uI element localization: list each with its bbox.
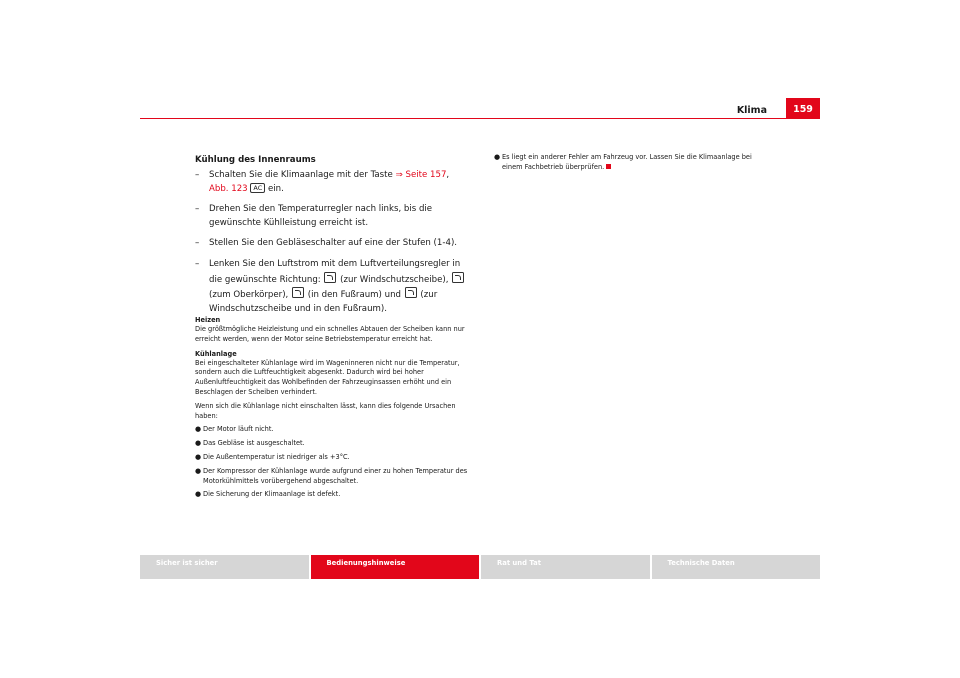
bullet-icon: ●: [195, 490, 202, 499]
list-item-text: Der Motor läuft nicht.: [203, 425, 274, 434]
step-text: Schalten Sie die Klimaanlage mit der Taste: [209, 170, 396, 180]
footer-nav: [140, 555, 820, 579]
step-text: ein.: [265, 183, 284, 194]
list-item: [195, 425, 475, 435]
cooling-system-heading: Kühlanlage: [195, 349, 237, 358]
cooling-system-causes-intro: Wenn sich die Kühlanlage nicht einschalten lässt, kann dies folgende Ursachen haben:: [195, 401, 456, 420]
windscreen-footwell-airflow-icon: [405, 287, 417, 298]
list-item: [195, 439, 475, 449]
list-item: [494, 153, 774, 173]
cooling-heading: Kühlung des Innenraums: [195, 155, 316, 165]
heating-heading: Heizen: [195, 316, 221, 324]
notes-section: [195, 315, 475, 504]
dash-bullet: –: [195, 238, 200, 249]
dash-bullet: –: [195, 258, 200, 269]
right-column: [494, 153, 774, 177]
bullet-icon: ●: [494, 153, 501, 161]
step-1: [195, 169, 473, 196]
dash-bullet: –: [195, 204, 200, 215]
dash-bullet: –: [195, 170, 200, 180]
step-text: (zur Windschutzscheibe),: [337, 274, 452, 285]
upper-body-airflow-icon: [452, 272, 464, 283]
cooling-system-text: Bei eingeschalteter Kühlanlage wird im Wageninneren nicht nur die Temperatur, sondern auch die Luftfeuchtigkeit abgesenkt. Dadurch wird bei hoher Außenluftfeuchtigkeit das Wohlbefinden der Fahrzeuginsassen erhöht und ein Beschlagen der Scheiben verhindert.: [195, 358, 460, 396]
list-item-text: Es liegt ein anderer Fehler am Fahrzeug vor. Lassen Sie die Klimaanlage bei einem Fachbetrieb überprüfen.: [502, 153, 752, 171]
list-item: [195, 467, 475, 487]
bullet-icon: ●: [195, 452, 202, 461]
tab-rat-und-tat[interactable]: Rat und Tat: [481, 555, 650, 579]
step-text: Drehen Sie den Temperaturregler nach links, bis die gewünschte Kühlleistung erreicht ist.: [209, 204, 433, 228]
list-item-text: Die Außentemperatur ist niedriger als +3°C.: [203, 452, 350, 461]
heating-text: Die größtmögliche Heizleistung und ein schnelles Abtauen der Scheiben kann nur erreicht werden, wenn der Motor seine Betriebstemperatur erreicht hat.: [195, 325, 465, 343]
figure-reference-link[interactable]: Abb. 123: [209, 183, 248, 194]
footwell-airflow-icon: [292, 287, 304, 298]
step-2: [195, 203, 473, 230]
list-item-text: Die Sicherung der Klimaanlage ist defekt.: [203, 490, 341, 499]
bullet-icon: ●: [195, 425, 202, 434]
ac-key-symbol: AC: [250, 183, 265, 193]
step-text: (zum Oberkörper),: [209, 290, 292, 301]
step-text: ,: [446, 170, 450, 180]
page-number: 159: [786, 98, 820, 118]
bullet-icon: ●: [195, 466, 202, 475]
page-reference-link[interactable]: ⇒ Seite 157: [395, 170, 447, 180]
step-4: [195, 258, 473, 316]
tab-bedienungshinweise[interactable]: Bedienungshinweise: [311, 555, 480, 579]
tab-technische-daten[interactable]: Technische Daten: [652, 555, 821, 579]
step-text: Stellen Sie den Gebläseschalter auf eine der Stufen (1-4).: [209, 238, 458, 249]
page-section-title: Klima: [736, 105, 767, 116]
list-item: [195, 453, 475, 463]
cooling-section: [195, 154, 473, 323]
step-text: (zur Windschutzscheibe und in den Fußraum).: [209, 290, 438, 314]
bullet-icon: ●: [195, 439, 202, 448]
header-divider: [140, 118, 820, 119]
list-item-text: Der Kompressor der Kühlanlage wurde aufgrund einer zu hohen Temperatur des Motorkühlmittels vorübergehend abgeschaltet.: [203, 466, 468, 485]
step-text: (in den Fußraum) und: [305, 290, 404, 301]
step-3: [195, 237, 473, 251]
end-of-section-icon: [606, 164, 611, 169]
list-item: [195, 490, 475, 500]
tab-sicher-ist-sicher[interactable]: Sicher ist sicher: [140, 555, 309, 579]
list-item-text: Das Gebläse ist ausgeschaltet.: [203, 439, 305, 448]
windscreen-airflow-icon: [324, 272, 336, 283]
step-text: Lenken Sie den Luftstrom mit dem Luftverteilungsregler in die gewünschte Richtung:: [209, 258, 461, 285]
